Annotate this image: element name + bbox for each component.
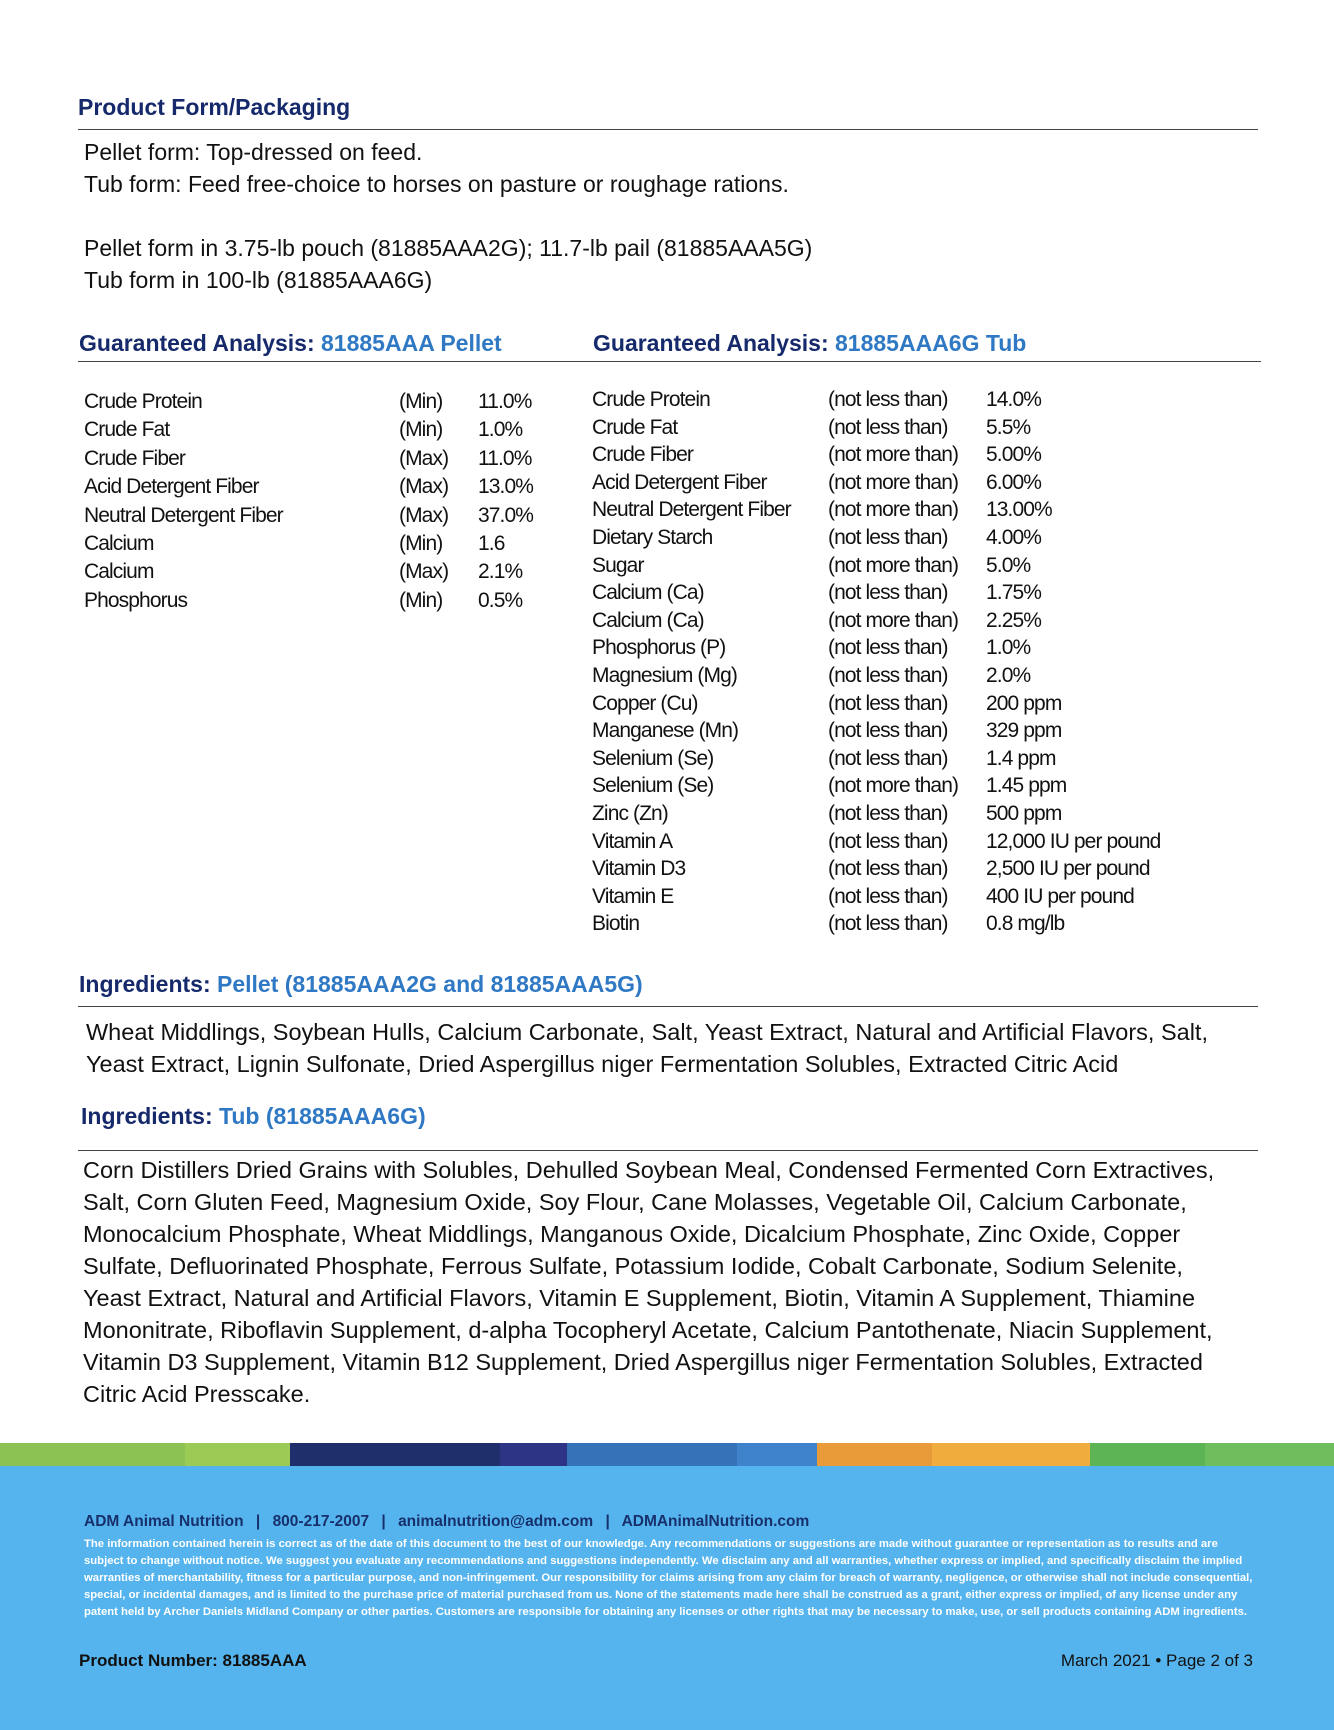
nutrient-value: 1.75% xyxy=(986,581,1042,605)
divider xyxy=(78,361,1261,362)
nutrient-name: Crude Protein xyxy=(84,390,202,413)
nutrient-value: 12,000 IU per pound xyxy=(986,829,1161,853)
stripe-segment xyxy=(1205,1443,1334,1466)
nutrient-qualifier: (Min) xyxy=(399,588,443,612)
stripe-segment xyxy=(817,1443,932,1466)
nutrient-qualifier: (Max) xyxy=(399,560,449,584)
nutrient-qualifier: (not less than) xyxy=(828,719,948,743)
nutrient-qualifier: (Min) xyxy=(399,418,443,442)
table-row xyxy=(592,498,1242,526)
stripe-segment xyxy=(290,1443,500,1466)
ingredients-line: Mononitrate, Riboflavin Supplement, d-alpha Tocopheryl Acetate, Calcium Pantothenate, Niacin Supplement, xyxy=(83,1317,1213,1343)
table-row xyxy=(592,443,1242,471)
stripe-segment xyxy=(932,1443,1090,1466)
nutrient-qualifier: (not more than) xyxy=(828,498,959,522)
table-row xyxy=(592,747,1242,775)
nutrient-value: 400 IU per pound xyxy=(986,884,1134,908)
nutrient-qualifier: (not less than) xyxy=(828,526,948,549)
divider xyxy=(78,129,1258,130)
nutrient-name: Calcium (Ca) xyxy=(592,581,704,605)
email-link[interactable]: animalnutrition@adm.com xyxy=(398,1513,594,1530)
nutrient-qualifier: (not more than) xyxy=(828,553,959,577)
table-row xyxy=(592,416,1242,444)
packaging-line: Tub form: Feed free-choice to horses on pasture or roughage rations. xyxy=(84,171,789,197)
nutrient-value: 2,500 IU per pound xyxy=(986,857,1150,881)
nutrient-name: Neutral Detergent Fiber xyxy=(592,498,791,522)
ga-pellet-title xyxy=(79,330,502,357)
divider xyxy=(78,1150,1258,1151)
nutrient-value: 5.0% xyxy=(986,553,1031,577)
ga-pellet-title-label: Guaranteed Analysis: xyxy=(79,330,315,356)
nutrient-qualifier: (not less than) xyxy=(828,691,948,715)
table-row xyxy=(592,526,1242,554)
nutrient-qualifier: (Max) xyxy=(399,446,449,470)
nutrient-value: 1.0% xyxy=(986,636,1031,660)
nutrient-name: Vitamin E xyxy=(592,884,674,908)
nutrient-qualifier: (not more than) xyxy=(828,774,959,798)
stripe-segment xyxy=(500,1443,567,1466)
nutrient-qualifier: (not less than) xyxy=(828,912,948,936)
footer-contact-bar xyxy=(84,1513,809,1531)
ingredients-line: Corn Distillers Dried Grains with Solubles, Dehulled Soybean Meal, Condensed Fermented Corn Extractives, xyxy=(83,1157,1215,1183)
nutrient-name: Selenium (Se) xyxy=(592,746,714,770)
nutrient-qualifier: (not less than) xyxy=(828,636,948,660)
nutrient-value: 329 ppm xyxy=(986,719,1062,743)
nutrient-name: Neutral Detergent Fiber xyxy=(84,503,283,527)
stripe-segment xyxy=(1090,1443,1205,1466)
ingredients-tub-title-label: Ingredients: xyxy=(81,1103,213,1129)
nutrient-value: 13.0% xyxy=(478,475,534,499)
divider xyxy=(78,1006,1258,1007)
nutrient-name: Calcium (Ca) xyxy=(592,608,704,632)
website-link[interactable]: ADMAnimalNutrition.com xyxy=(621,1513,810,1530)
ingredients-pellet-title xyxy=(79,971,643,998)
table-row xyxy=(84,532,564,560)
table-row xyxy=(592,692,1242,720)
nutrient-name: Vitamin D3 xyxy=(592,857,686,881)
nutrient-name: Copper (Cu) xyxy=(592,691,698,715)
ingredients-pellet-title-product: Pellet (81885AAA2G and 81885AAA5G) xyxy=(217,971,643,997)
stripe-segment xyxy=(0,1443,185,1466)
phone-link[interactable]: 800-217-2007 xyxy=(272,1513,370,1530)
table-row xyxy=(592,802,1242,830)
nutrient-name: Manganese (Mn) xyxy=(592,719,739,743)
nutrient-value: 1.4 ppm xyxy=(986,746,1056,770)
nutrient-value: 11.0% xyxy=(478,390,532,413)
nutrient-value: 0.8 mg/lb xyxy=(986,912,1065,936)
ingredients-line: Sulfate, Defluorinated Phosphate, Ferrous Sulfate, Potassium Iodide, Cobalt Carbonate, Sodium Selenite, xyxy=(83,1253,1183,1279)
nutrient-name: Crude Fiber xyxy=(592,443,693,467)
ga-tub-title-label: Guaranteed Analysis: xyxy=(593,330,829,356)
nutrient-name: Vitamin A xyxy=(592,829,673,853)
table-row xyxy=(592,388,1242,416)
ga-tub-title xyxy=(593,330,1026,357)
table-row xyxy=(592,719,1242,747)
nutrient-name: Acid Detergent Fiber xyxy=(592,470,767,494)
ingredients-tub-title xyxy=(81,1103,426,1130)
nutrient-qualifier: (not more than) xyxy=(828,443,959,467)
nutrient-name: Calcium xyxy=(84,532,154,555)
packaging-sizes xyxy=(84,232,812,296)
nutrient-qualifier: (not less than) xyxy=(828,857,948,881)
ingredients-tub-text xyxy=(83,1154,1273,1410)
stripe-segment xyxy=(185,1443,290,1466)
stripe-segment xyxy=(567,1443,737,1466)
nutrient-value: 2.25% xyxy=(986,608,1042,632)
table-row xyxy=(592,857,1242,885)
ingredients-line: Yeast Extract, Natural and Artificial Flavors, Vitamin E Supplement, Biotin, Vitamin A Supplement, Thiamine xyxy=(83,1285,1196,1311)
table-row xyxy=(592,581,1242,609)
nutrient-qualifier: (Max) xyxy=(399,503,449,527)
ingredients-pellet-text xyxy=(86,1016,1266,1080)
ingredients-line: Salt, Corn Gluten Feed, Magnesium Oxide, Soy Flour, Cane Molasses, Vegetable Oil, Calcium Carbonate, xyxy=(83,1189,1187,1215)
nutrient-value: 4.00% xyxy=(986,526,1042,549)
table-row xyxy=(592,885,1242,913)
ga-tub-title-product: 81885AAA6G Tub xyxy=(835,330,1027,356)
table-row xyxy=(84,475,564,503)
nutrient-qualifier: (not more than) xyxy=(828,470,959,494)
ingredients-line: Yeast Extract, Lignin Sulfonate, Dried Aspergillus niger Fermentation Solubles, Extracted Citric Acid xyxy=(86,1051,1119,1077)
company-name: ADM Animal Nutrition xyxy=(84,1513,244,1530)
nutrient-qualifier: (not less than) xyxy=(828,664,948,687)
table-row xyxy=(84,447,564,475)
nutrient-name: Zinc (Zn) xyxy=(592,802,668,825)
separator: | xyxy=(381,1513,386,1530)
nutrient-qualifier: (not less than) xyxy=(828,884,948,908)
table-row xyxy=(84,560,564,588)
nutrient-name: Crude Fiber xyxy=(84,446,185,470)
page-info: March 2021 • Page 2 of 3 xyxy=(1060,1651,1253,1670)
nutrient-value: 37.0% xyxy=(478,503,534,527)
nutrient-value: 2.1% xyxy=(478,560,523,584)
table-row xyxy=(592,471,1242,499)
packaging-line: Pellet form in 3.75-lb pouch (81885AAA2G); 11.7-lb pail (81885AAA5G) xyxy=(84,235,813,261)
packaging-line: Pellet form: Top-dressed on feed. xyxy=(84,139,423,165)
nutrient-qualifier: (Max) xyxy=(399,475,449,499)
nutrient-name: Calcium xyxy=(84,560,154,584)
nutrient-value: 1.0% xyxy=(478,418,523,442)
nutrient-value: 5.00% xyxy=(986,443,1042,467)
table-row xyxy=(592,554,1242,582)
nutrient-value: 11.0% xyxy=(478,446,532,470)
ga-pellet-title-product: 81885AAA Pellet xyxy=(321,330,502,356)
nutrient-name: Magnesium (Mg) xyxy=(592,664,737,687)
ga-pellet-table xyxy=(84,390,564,630)
nutrient-name: Sugar xyxy=(592,553,644,577)
nutrient-value: 6.00% xyxy=(986,470,1042,494)
table-row xyxy=(592,609,1242,637)
packaging-title: Product Form/Packaging xyxy=(78,94,351,120)
packaging-usage xyxy=(84,136,789,200)
nutrient-qualifier: (Min) xyxy=(399,390,443,413)
nutrient-qualifier: (not less than) xyxy=(828,581,948,605)
nutrient-name: Biotin xyxy=(592,912,640,936)
table-row xyxy=(84,589,564,617)
packaging-line: Tub form in 100-lb (81885AAA6G) xyxy=(84,267,433,293)
separator: | xyxy=(255,1513,261,1530)
ingredients-line: Citric Acid Presscake. xyxy=(83,1381,311,1407)
table-row xyxy=(592,912,1242,940)
ingredients-tub-title-product: Tub (81885AAA6G) xyxy=(219,1103,426,1129)
table-row xyxy=(592,636,1242,664)
nutrient-name: Selenium (Se) xyxy=(592,774,714,798)
nutrient-name: Acid Detergent Fiber xyxy=(84,475,259,499)
stripe-segment xyxy=(737,1443,817,1466)
nutrient-name: Crude Fat xyxy=(84,418,170,442)
nutrient-qualifier: (Min) xyxy=(399,532,443,555)
table-row xyxy=(592,830,1242,858)
nutrient-value: 500 ppm xyxy=(986,802,1062,825)
legal-disclaimer: The information contained herein is correct as of the date of this document to the best of our knowledge. Any recommendations or suggestions are made without guarantee or representation as to results and are subject to change without notice. We suggest you evaluate any recommendations and suggestions independently. We disclaim any and all warranties, whether express or implied, and specifically disclaim the implied warranties of merchantability, fitness for a particular purpose, and non-infringement. Our responsibility for claims arising from any claim for breach of warranty, negligence, or otherwise shall not include consequential, special, or incidental damages, and is limited to the purchase price of material purchased from us. None of the statements made here shall be construed as a grant, either express or implied, of any license under any patent held by Archer Daniels Midland Company or other parties. Customers are responsible for obtaining any licenses or other rights that may be necessary to make, use, or sell products containing ADM ingredients. xyxy=(84,1538,1253,1618)
nutrient-qualifier: (not less than) xyxy=(828,415,948,439)
nutrient-name: Dietary Starch xyxy=(592,526,713,549)
nutrient-value: 13.00% xyxy=(986,498,1052,522)
product-number: Product Number: 81885AAA xyxy=(79,1651,307,1670)
table-row xyxy=(84,418,564,446)
nutrient-value: 5.5% xyxy=(986,415,1031,439)
nutrient-qualifier: (not less than) xyxy=(828,802,948,825)
table-row xyxy=(592,664,1242,692)
nutrient-name: Crude Protein xyxy=(592,388,710,411)
nutrient-qualifier: (not less than) xyxy=(828,746,948,770)
nutrient-value: 2.0% xyxy=(986,664,1031,687)
nutrient-value: 1.45 ppm xyxy=(986,774,1067,798)
nutrient-value: 0.5% xyxy=(478,588,523,612)
ingredients-line: Vitamin D3 Supplement, Vitamin B12 Supplement, Dried Aspergillus niger Fermentation Solubles, Extracted xyxy=(83,1349,1203,1375)
nutrient-value: 1.6 xyxy=(478,532,505,555)
nutrient-qualifier: (not more than) xyxy=(828,608,959,632)
nutrient-value: 200 ppm xyxy=(986,691,1062,715)
nutrient-name: Crude Fat xyxy=(592,415,678,439)
nutrient-name: Phosphorus xyxy=(84,588,188,612)
ingredients-line: Wheat Middlings, Soybean Hulls, Calcium Carbonate, Salt, Yeast Extract, Natural and Artificial Flavors, Salt, xyxy=(86,1019,1208,1045)
nutrient-value: 14.0% xyxy=(986,388,1042,411)
ingredients-pellet-title-label: Ingredients: xyxy=(79,971,211,997)
nutrient-name: Phosphorus (P) xyxy=(592,636,726,660)
nutrient-qualifier: (not less than) xyxy=(828,388,948,411)
table-row xyxy=(84,390,564,418)
table-row xyxy=(592,774,1242,802)
separator: | xyxy=(605,1513,610,1530)
nutrient-qualifier: (not less than) xyxy=(828,829,948,853)
table-row xyxy=(84,504,564,532)
ga-tub-table xyxy=(592,388,1242,948)
ingredients-line: Monocalcium Phosphate, Wheat Middlings, Manganous Oxide, Dicalcium Phosphate, Zinc Oxide, Copper xyxy=(83,1221,1181,1247)
